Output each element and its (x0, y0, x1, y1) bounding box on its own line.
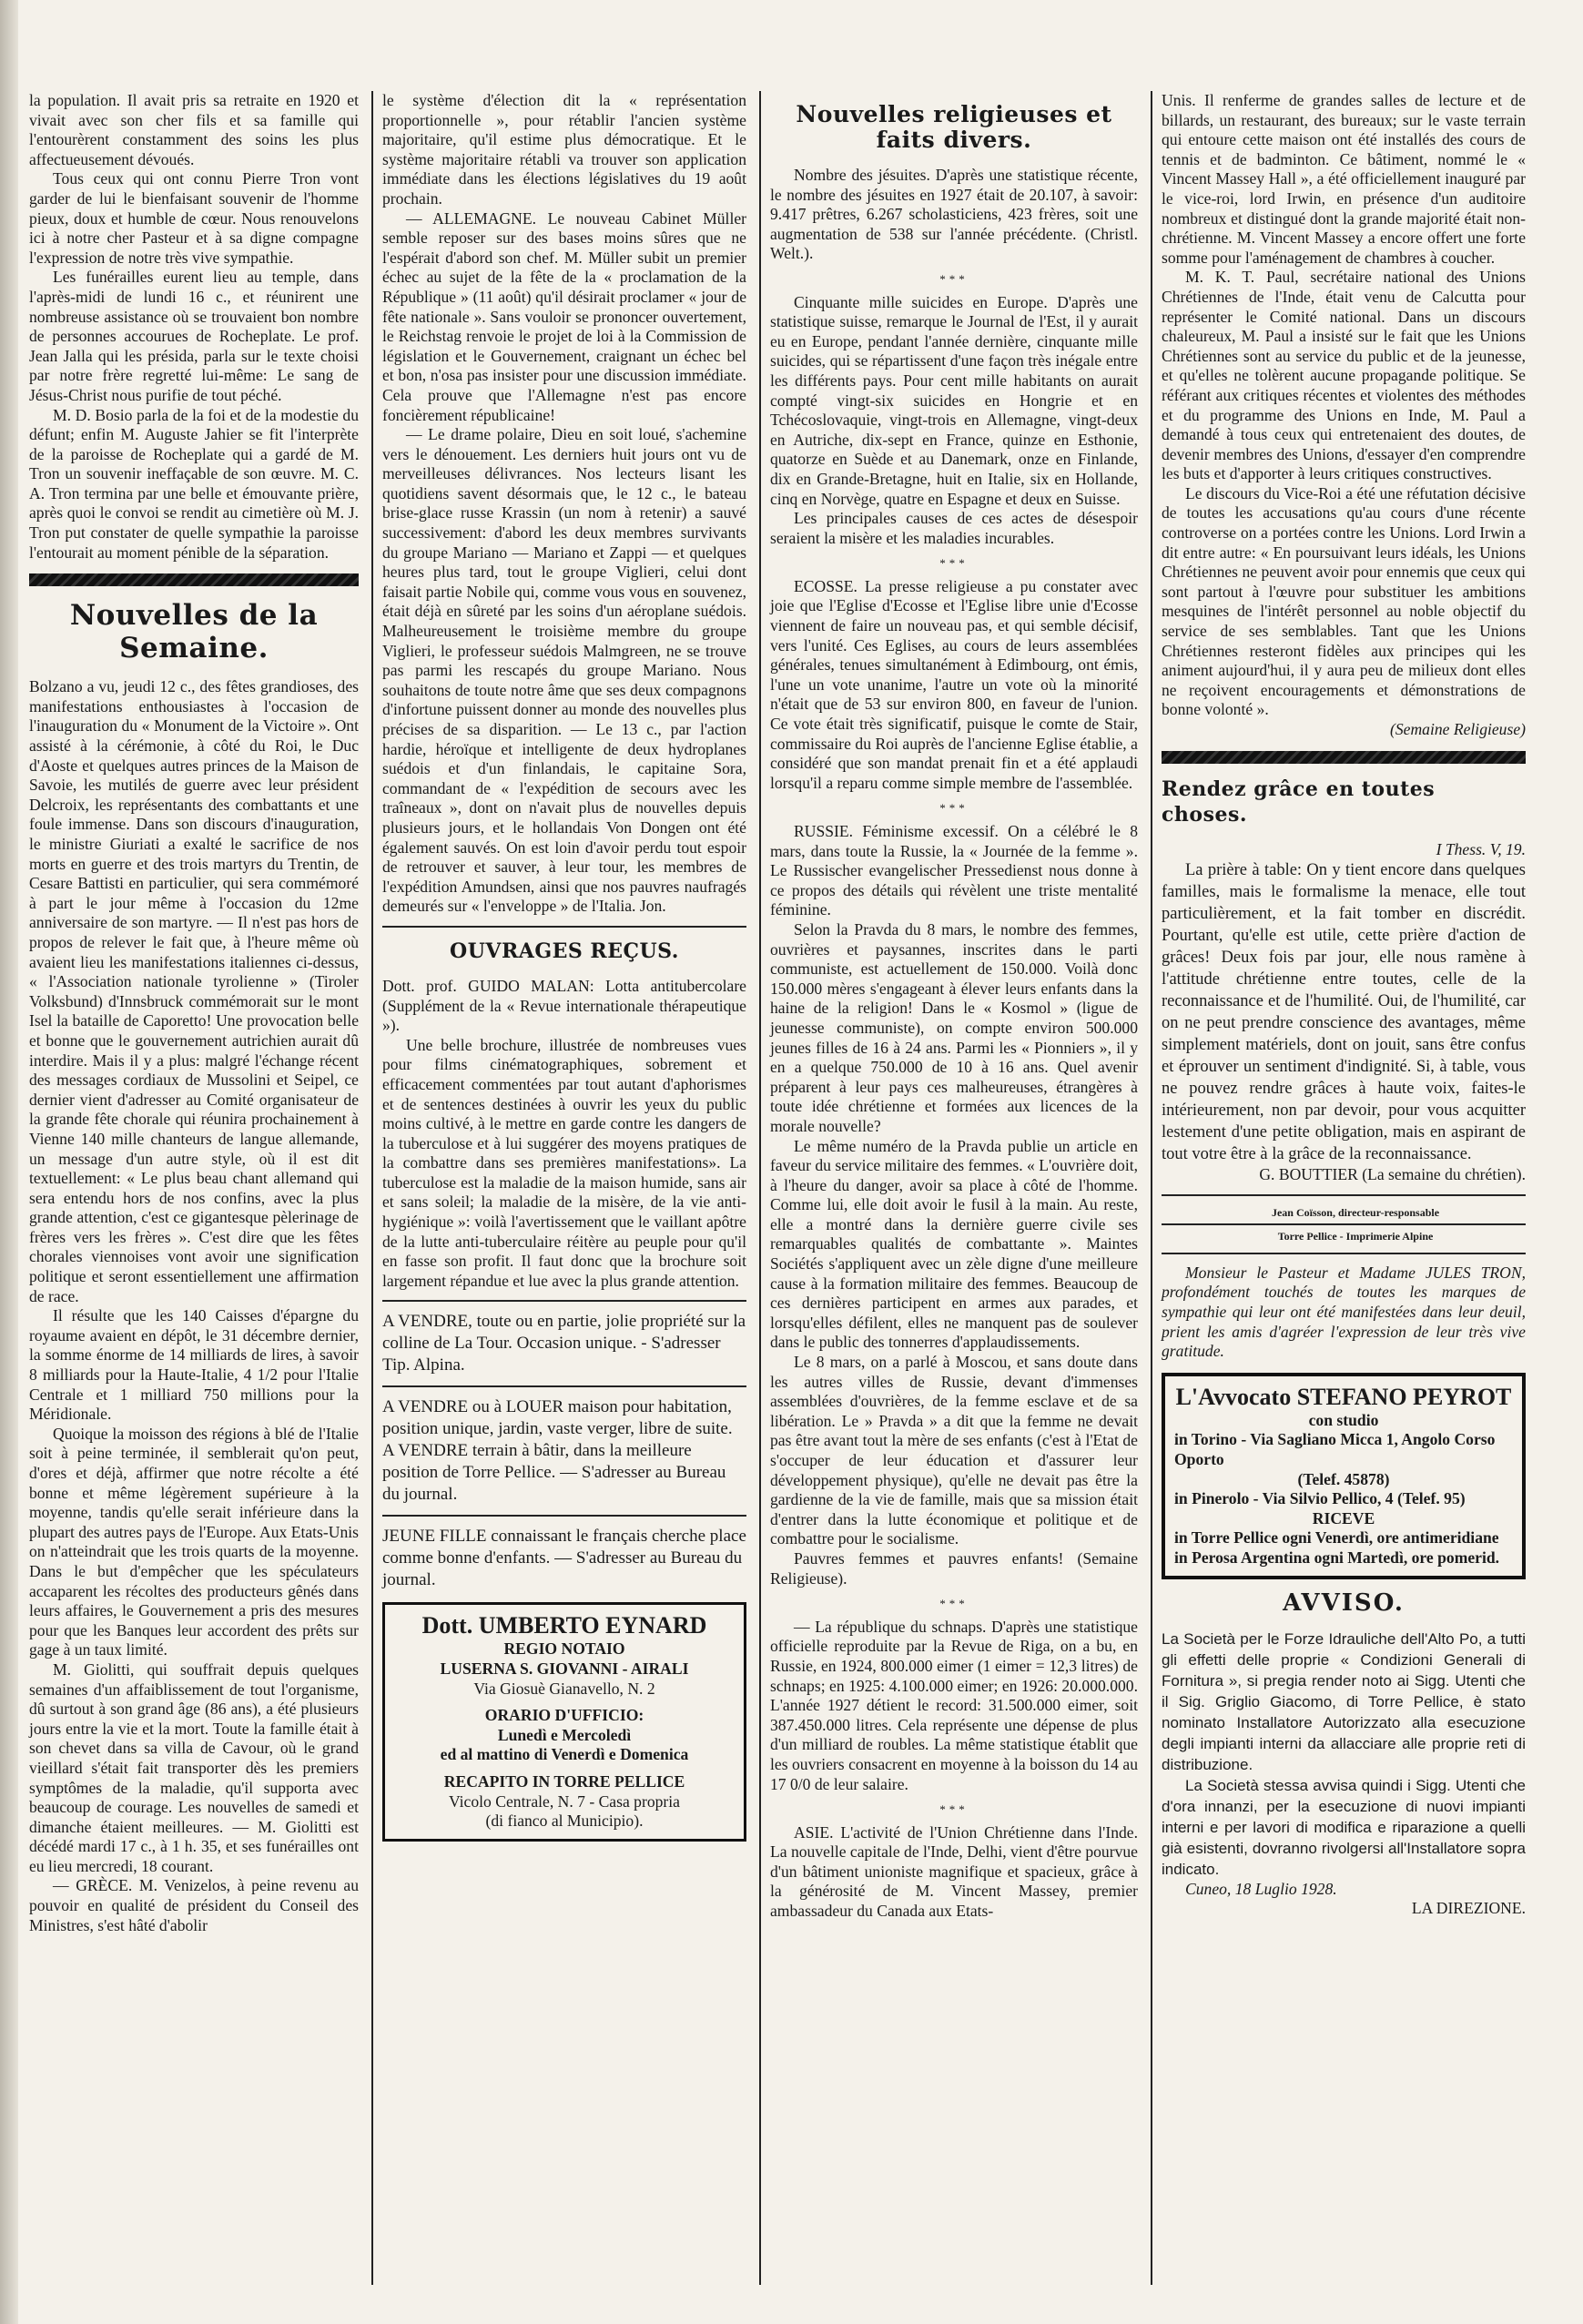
news-paragraph: Le même numéro de la Pravda publie un article en faveur du service militaire des femmes. « L'ouvrière doit, à l'heure du danger, avoir sa place à côté de l'homme. Comme lui, elle doit avoir le fusil à la main. Au reste, elle a montré dans la dernière guerre civile ses remarquables qualités de combattante ». Maintes Sociétés s'appliquent avec un zèle digne d'une meilleure cause à la formation militaire des femmes. Beaucoup de ces dernières participent en armes aux parades, et lorsqu'elles défilent, elles ne manquent pas de soulever dans le public des tonnerres d'applaudissements. (770, 1136, 1138, 1352)
section-divider (29, 573, 359, 586)
section-divider (1162, 751, 1526, 764)
thanks-notice: Monsieur le Pasteur et Madame JULES TRON, profondément touchés de toutes les marques de sympathie qui leur ont été manifestées dans leur deuil, prient les amis d'agréer l'expression de leur très vive gratitude. (1162, 1263, 1526, 1361)
grace-signature: G. BOUTTIER (La semaine du chrétien). (1259, 1165, 1526, 1184)
lawyer-name: L'Avvocato STEFANO PEYROT (1175, 1383, 1512, 1410)
lawyer-torre: in Torre Pellice ogni Venerdì, ore antimeridiane (1174, 1528, 1499, 1548)
news-paragraph: — Le drame polaire, Dieu en soit loué, s'achemine vers le dénouement. Les derniers huit jours ont vu de merveilleuses délivrances. Nos lecteurs lisant les quotidiens savent désormais que, le 12 c., le bateau brise-glace russe Krassin (un nom à retenir) a sauvé successivement: d'abord les deux membres survivants du groupe Mariano — Mariano et Zappi — et quelques heures plus tard, tout le groupe Viglieri, celui dont faisait partie Nobile qui, comme vous vous en souvenez, était déjà en sûreté par les soins d'un aéroplane suédois. Malheureusement le troisième membre du groupe Viglieri, le professeur suédois Malmgreen, ne se trouve pas parmi les rescapés du groupe Mariano. Nous souhaitons de toute notre âme que ses deux compagnons d'infortune puissent donner au monde des nouvelles plus précises de sa disparition. — Le 13 c., par l'action hardie, héroïque et intelligente de deux hydroplanes suédois et d'un finlandais, le capitaine Sora, commandant de « l'expédition de secours avec les traîneaux », dont on n'avait plus de nouvelles depuis plusieurs jours, et le hollandais Von Dongen ont été également sauvés. On est loin d'avoir perdu tout espoir de retrouver et sauver, à leur tour, les membres de l'expédition Amundsen, ainsi que nos pauvres naufragés demeurés sur « l'enveloppe » de l'Italia. Jon. (382, 425, 746, 916)
divider (1162, 1253, 1526, 1254)
imprint-printer: Torre Pellice - Imprimerie Alpine (1277, 1229, 1434, 1243)
news-paragraph: Le 8 mars, on a parlé à Moscou, et sans doute dans les autres villes de Russie, devant d'immenses assemblées d'ouvrières, de la femme esclave et de sa libération. Le » Pravda » a dit que la femme ne devait pas être avant tout la mère de ses enfants (c'est à l'Etat de s'occuper de leur éducation et d'assurer leur développement physique), qu'elle ne devait pas être la gardienne de la vie de famille, mais que sa mission était d'entrer dans la lutte économique et politique et de combattre pour le socialisme. (770, 1353, 1138, 1548)
news-paragraph: Unis. Il renferme de grandes salles de lecture et de billards, un restaurant, des bureaux; sur le vaste terrain qui entoure cette maison ont été installés des cours de tennis et de badminton. Ce bâtiment, nommé le « Vincent Massey Hall », a été officiellement inauguré par le vice-roi, lord Irwin, en présence d'un auditoire nombreux et distingué dont la grande majorité était non-chrétienne. M. Vincent Massey a encore offert une forte somme pour l'aménagement de chambres à coucher. (1162, 91, 1526, 267)
bible-reference: I Thess. V, 19. (1436, 839, 1526, 858)
page-binding-edge (0, 0, 18, 2324)
notary-hours-1: Lunedì e Mercoledì (497, 1725, 632, 1744)
news-paragraph: Quoique la moisson des régions à blé de l'Italie soit à peine terminée, il semblerait qu'on peut, d'ores et déjà, affirmer que notre récolte a été bonne et même légèrement supérieure à la moyenne, tandis qu'elle serait inférieure dans la plupart des autres pays de l'Europe. Aux Etats-Unis on n'atteindrait que les trois quarts de la moyenne. Dans le but d'empêcher que les spéculateurs accaparent les récoltes des producteurs gênés dans leurs affaires, le Gouvernement a pris des mesures pour que les Banques leur accordent des prêts sur gage à un taux limité. (29, 1424, 359, 1659)
classified-ad (382, 1526, 746, 1591)
divider (1162, 1223, 1526, 1225)
obituary-paragraph: la population. Il avait pris sa retraite en 1920 et vivait avec son cher fils et sa famille qui l'entourèrent constamment des soins les plus affectueusement dévoués. (29, 91, 359, 168)
divider (382, 926, 746, 928)
book-paragraph: Une belle brochure, illustrée de nombreuses vues pour films cinématographiques, sobrement et efficacement commentées par tout autant d'aphorismes et de sentences destinées à ouvrir les yeux du public moins cultivé, à le mettre en garde contre les dangers de la tuberculose et à lui suggérer des moyens pratiques de la combattre dans ses premières manifestations». La tuberculose est la maladie de la maison humide, sans air et sans soleil; la maladie de la misère, de la vie anti-hygiénique »: voilà l'avertissement que le vaillant apôtre de la lutte anti-tuberculaire réitère au peuple pour qu'il en fasse son profit. Il faut donc que la brochure soit largement répandue et lue avec la plus grande attention. (382, 1035, 746, 1290)
separator-stars: *** (939, 1597, 969, 1611)
separator-stars: *** (939, 556, 969, 571)
classified-ad (382, 1311, 746, 1376)
obituary-paragraph: Les funérailles eurent lieu au temple, dans l'après-midi de lundi 16 c., et réunirent une nombreuse assistance où se trouvaient bon nombre de personnes accourues de Rocheplate. Le prof. Jean Jalla qui les présida, parla sur le texte choisi par notre frère regretté lui-même: Le sang de Jésus-Christ nous purifie de tout péché. (29, 268, 359, 404)
separator-stars: *** (939, 1802, 969, 1817)
lawyer-torino: in Torino - Via Sagliano Micca 1, Angolo Corso Oporto (1174, 1430, 1496, 1468)
news-paragraph: Le discours du Vice-Roi a été une réfutation décisive de toutes les accusations qu'au cours d'une récente controverse on a portées contre les Unions. Lord Irwin a dit entre autre: « En poursuivant leurs idéals, les Unions Chrétiennes ne peuvent avoir pour ennemis que ceux qui sont partout à l'œuvre pour substituer les ambitions mesquines de l'intérêt personnel au noble objectif du service de ses semblables. Tant que les Unions Chrétiennes resteront fidèles aux principes qui les animent aujourd'hui, il y aura peu de milieux dont elles ne reçoivent encouragements et démonstrations de bonne volonté ». (1162, 483, 1526, 719)
news-paragraph: Les principales causes de ces actes de désespoir seraient la misère et les maladies incurables. (770, 509, 1138, 547)
notary-place: LUSERNA S. GIOVANNI - AIRALI (440, 1659, 689, 1679)
ad-job-seeker: JEUNE FILLE connaissant le français cherche place comme bonne d'enfants. — S'adresser au Bureau du journal. (382, 1527, 746, 1590)
column-1 (29, 91, 359, 1935)
avviso-signature: LA DIREZIONE. (1411, 1899, 1526, 1918)
notary-recapito: RECAPITO IN TORRE PELLICE (443, 1772, 685, 1791)
section-title-ouvrages: OUVRAGES REÇUS. (450, 939, 679, 963)
news-paragraph: ASIE. L'activité de l'Union Chrétienne dans l'Inde. La nouvelle capitale de l'Inde, Delhi, vient d'être pourvue d'un bâtiment unioniste magnifique et spacieux, grâce à la générosité de M. Vincent Massey, premier ambassadeur du Canada aux Etats- (770, 1822, 1138, 1921)
notary-title: REGIO NOTAIO (503, 1639, 625, 1659)
section-title-religious-news: Nouvelles religieuses et faits divers. (796, 101, 1112, 153)
news-paragraph: Bolzano a vu, jeudi 12 c., des fêtes grandioses, des manifestations enthousiastes à l'occasion de l'inauguration du « Monument de la Victoire ». Ont assisté à la cérémonie, à côté du Roi, le Duc d'Aoste et quelques autres princes de la Maison de Savoie, les mutilés de guerre avec leur président Delcroix, les représentants des combattants et une foule immense. Dans son discours d'inauguration, le ministre Giuriati a exalté le sacrifice de nos morts en guerre et des trois martyrs du Trentin, de Cesare Battisti en particulier, qui sera commémoré à part le jour même à l'occasion du 12me anniversaire de son martyre. — Il n'est pas hors de propos de relever le fait que, à l'heure même où avaient lieu les manifestations italiennes ci-dessus, « l'Association nationale tyrolienne » (Tiroler Volksbund) d'Innsbruck commémorait sur le mont Isel la bataille de Caporetto! Une provocation belle et bonne que le gouvernement autrichien aurait dû interdire. Mais il y a plus: malgré l'échange récent des messages cordiaux de Mussolini et Seipel, ce dernier vient d'adresser au Comité organisateur de la grande fête chorale qui réunira prochainement à Vienne 140 mille chanteurs de langue allemande, un message d'un autre style, où il est dit textuellement: « Le plus beau chant allemand qui sera entendu hors de nos confins, avec la plus grande attention, c'est ce gigantesque pèlerinage de frères vers les frères ». C'est dire que les fêtes chorales viennoises vont avoir une signification politique et seront essentiellement une affirmation de race. (29, 677, 359, 1305)
news-paragraph: M. K. T. Paul, secrétaire national des Unions Chrétiennes de l'Inde, était venu de Calcutta pour représenter le Comité national. Dans un discours chaleureux, M. Paul a insisté sur le fait que les Unions Chrétiennes sont au service du public et de la jeunesse, et qu'elles ne tolèrent aucune propagande politique. Se référant aux critiques récentes et violentes des méthodes et du programme des Unions en Inde, M. Paul a demandé à tous ceux qui entretenaient des doutes, de devenir membres des Unions, d'essayer d'en comprendre les buts et d'apporter à leurs critiques constructives. (1162, 268, 1526, 483)
grace-paragraph: La prière à table: On y tient encore dans quelques familles, mais le formalisme la menace, elle tout particulièrement, et la fait tomber en discrédit. Pourtant, qu'elle est utile, cette prière d'action de grâces! Deux fois par jour, elle nous ramène à l'attitude chrétienne entre toutes, celle de la reconnaissance et de l'humilité. Oui, de l'humilité, car on ne peut prendre conscience des avantages, même simplement matériels, dont on jouit, sans être confus et éprouver un sentiment d'indignité. Si, à table, vous ne pouvez rendre grâces à haute voix, faites-le intérieurement, non par devoir, pour vous acquitter lestement d'une petite obligation, mais en aspirant de tout votre être à la grâce de la reconnaissance. (1162, 861, 1526, 1164)
news-paragraph: Il résulte que les 140 Caisses d'épargne du royaume avaient en dépôt, le 31 décembre dernier, la somme énorme de 14 milliards de lires, à savoir 8 milliards pour la Haute-Italie, 4 1/2 pour l'Italie Centrale et 1 milliard 750 millions pour la Méridionale. (29, 1306, 359, 1424)
notary-name: Dott. UMBERTO EYNARD (421, 1612, 707, 1639)
notary-recapito-note: (di fianco al Municipio). (485, 1812, 644, 1831)
divider (382, 1515, 746, 1517)
avviso-text: La Società per le Forze Idrauliche dell'Alto Po, a tutti gli effetti delle proprie « Condizioni Generali di Fornitura », si pregia render noto ai Sigg. Utenti che il Sig. Griglio Giacomo, di Torre Pellice, è stato nominato Installatore Autorizzato alla esecuzione degli impianti interni da allacciare alle proprie reti di distribuzione. (1162, 1629, 1526, 1773)
section-title-week-news: Nouvelles de la Semaine. (69, 599, 319, 665)
ad-land-sale: A VENDRE terrain à bâtir, dans la meilleure position de Torre Pellice. — S'adresser au Bureau du journal. (382, 1441, 726, 1505)
avviso-date: Cuneo, 18 Luglio 1928. (1185, 1879, 1337, 1898)
notary-street: Via Giosuè Gianavello, N. 2 (473, 1679, 655, 1698)
divider (1162, 1194, 1526, 1196)
avviso-title: AVVISO. (1283, 1588, 1405, 1617)
news-paragraph: — La république du schnaps. D'après une statistique officielle reproduite par la Revue de Riga, on a bu, en Russie, en 1924, 800.000 eimer (1 eimer = 12,3 litres) de schnaps; en 1925: 4.100.000 eimer; en 1926: 20.000.000. L'année 1927 détient le record: 31.500.000 eimer, soit 387.450.000 litres. Cela représente une dépense de plus d'un milliard de roubles. La même statistique établit que les ouvriers consacrent en moyenne à la boisson du 14 au 17 0/0 de leur salaire. (770, 1617, 1138, 1793)
column-rule (759, 91, 761, 2285)
news-paragraph: RUSSIE. Féminisme excessif. On a célébré le 8 mars, dans toute la Russie, la « Journée de la femme ». Le Russischer evangelischer Pressedienst nous donne à ce propos des détails qui révèlent une triste mentalité féminine. (770, 822, 1138, 919)
avviso-text-2: La Società stessa avvisa quindi i Sigg. Utenti che d'ora innanzi, per la esecuzione di nuovi impianti interni e per lavori di modifica e riparazione a quelli già esistenti, dovranno rivolgersi all'Installatore sopra indicato. (1162, 1776, 1526, 1878)
source-credit: (Semaine Religieuse) (1390, 720, 1526, 738)
news-paragraph: ECOSSE. La presse religieuse a pu constater avec joie que l'Eglise d'Ecosse et l'Eglise libre unie d'Ecosse viennent de faire un nouveau pas, et qui semble décisif, vers l'unité. Ces Eglises, au cours de leurs assemblées générales, tenues simultanément à Edimbourg, ont émis, l'une un vote unanime, l'autre un vote où la minorité n'était que de 53 sur environ 800, en faveur de l'union. Ce vote était très significatif, puisque le comte de Stair, commissaire du Roi auprès de l'ancienne Eglise établie, a considéré que son mandat prenait fin et a été applaudi lorsqu'il a reparu comme simple membre de l'assemblée. (770, 576, 1138, 792)
divider (382, 1385, 746, 1387)
separator-stars: *** (939, 801, 969, 816)
lawyer-pinerolo: in Pinerolo - Via Silvio Pellico, 4 (Telef. 95) (1174, 1489, 1466, 1508)
news-paragraph: Cinquante mille suicides en Europe. D'après une statistique suisse, remarque le Journal de l'Est, il y aurait eu en Europe, pendant l'année dernière, cinquante mille suicides, qui se répartissent d'une façon très inégale entre les différents pays. Pour cent mille habitants on aurait compté vingt-six suicides en Hongrie et en Tchécoslovaquie, vingt-trois en Allemagne, vingt-deux en Autriche, dix-sept en France, quinze en Esthonie, quatorze en Suède et au Danemark, onze en Finlande, dix en Grande-Bretagne, huit en Italie, six en Hollande, cinq en Norvège, quatre en Espagne et deux en Suisse. (770, 292, 1138, 508)
news-paragraph: M. Giolitti, qui souffrait depuis quelques semaines d'un affaiblissement de tout l'organisme, dû surtout à son grand âge (86 ans), a été plusieurs jours entre la vie et la mort. Toute la famille était à son chevet dans sa villa de Cavour, où le grand vieillard s'était fait transporter dès les premiers symptômes de la maladie, qu'il supporta avec beaucoup de courage. Les nouvelles de samedi et dimanche étaient meilleures. — M. Giolitti est décédé mardi 17 c., à 1 h. 35, et ses funérailles ont eu lieu mercredi, 18 courant. (29, 1659, 359, 1875)
column-2 (382, 91, 746, 1852)
news-paragraph: Nombre des jésuites. D'après une statistique récente, le nombre des jésuites en 1927 était de 20.107, à savoir: 9.417 prêtres, 6.267 scholasticiens, 423 frères, soit une augmentation de 538 sur l'année précédente. (Christl. Welt.). (770, 166, 1138, 263)
column-rule (1151, 91, 1152, 2285)
ad-property-sale: A VENDRE, toute ou en partie, jolie propriété sur la colline de La Tour. Occasion unique. - S'adresser Tip. Alpina. (382, 1312, 746, 1375)
notary-hours-2: ed al mattino di Venerdì e Domenica (440, 1745, 689, 1764)
separator-stars: *** (939, 271, 969, 286)
news-paragraph: Pauvres femmes et pauvres enfants! (Semaine Religieuse). (770, 1548, 1138, 1588)
notary-advertisement (382, 1602, 746, 1841)
lawyer-studio: con studio (1308, 1410, 1379, 1429)
notary-recapito-address: Vicolo Centrale, N. 7 - Casa propria (449, 1791, 680, 1811)
lawyer-advertisement (1162, 1373, 1526, 1579)
section-title-grace: Rendez grâce en toutes choses. (1162, 776, 1436, 827)
obituary-paragraph: M. D. Bosio parla de la foi et de la modestie du défunt; enfin M. Auguste Jahier se fit l'interprète de la paroisse de Rocheplate qui a gardé de M. Tron un souvenir ineffaçable de son œuvre. M. C. A. Tron termina par une belle et émouvante prière, après quoi le convoi se rendit au cimetière où M. J. Tron put constater de quelle sympathie la paroisse l'entourait au moment pénible de la séparation. (29, 405, 359, 562)
column-3 (770, 91, 1138, 1922)
column-rule (371, 91, 373, 2285)
classified-ad (382, 1396, 746, 1506)
news-paragraph: — ALLEMAGNE. Le nouveau Cabinet Müller semble reposer sur des bases moins sûres que ne l'espérait d'abord son chef. M. Müller subit un premier échec au sujet de la fête de la « proclamation de la République » (11 août) qu'il désirait proclamer « jour de fête nationale ». Sans vouloir se prononcer ouvertement, le Reichstag renvoie le projet de loi à la Commission de législation et le Gouvernement, craignant un échec bel et bon, n'osa pas insister pour une discussion immédiate. Cela prouve que l'Allemagne n'est pas encore foncièrement républicaine! (382, 208, 746, 424)
news-paragraph: — GRÈCE. M. Venizelos, à peine revenu au pouvoir en qualité de président du Conseil des Ministres, s'est hâté d'abolir (29, 1876, 359, 1934)
divider (382, 1300, 746, 1302)
obituary-paragraph: Tous ceux qui ont connu Pierre Tron vont garder de lui le bienfaisant souvenir de l'homme pieux, doux et humble de cœur. Nous renouvelons ici à notre cher Pasteur et à sa digne compagne l'expression de notre très vive sympathie. (29, 169, 359, 267)
notary-hours-title: ORARIO D'UFFICIO: (484, 1706, 644, 1725)
news-paragraph: le système d'élection dit la « représentation proportionnelle », pour rétablir l'ancien système majoritaire, qu'il estime plus démocratique. Et le système majoritaire rétabli va trouver son application immédiate dans les élections législatives du 19 août prochain. (382, 91, 746, 208)
lawyer-riceve: RICEVE (1312, 1508, 1375, 1527)
news-paragraph: Selon la Pravda du 8 mars, le nombre des femmes, ouvrières et paysannes, inscrites dans le parti communiste, est actuellement de 150.000. Voilà donc 150.000 mères s'engageant à élever leurs enfants dans la haine de la religion! Dans le « Kosmol » (ligue de jeunesse communiste), on compte environ 500.000 jeunes filles de 16 à 24 ans. Parmi les « Pionniers », il y en a quelque 750.000 de 10 à 16 ans. Quel avenir préparent à leur pays ces malheureuses, étrangères à toute idée chrétienne et formées aux licences de la morale nouvelle? (770, 919, 1138, 1135)
ad-house-sale: A VENDRE ou à LOUER maison pour habitation, position unique, jardin, vaste verger, libre de suite. (382, 1397, 733, 1439)
lawyer-perosa: in Perosa Argentina ogni Martedì, ore pomerid. (1174, 1548, 1500, 1567)
column-4 (1162, 91, 1526, 1919)
book-paragraph: Dott. prof. GUIDO MALAN: Lotta antitubercolare (Supplément de la « Revue internationale thérapeutique »). (382, 976, 746, 1035)
lawyer-tel: (Telef. 45878) (1297, 1469, 1390, 1488)
imprint-editor: Jean Coïsson, directeur-responsable (1271, 1205, 1440, 1219)
